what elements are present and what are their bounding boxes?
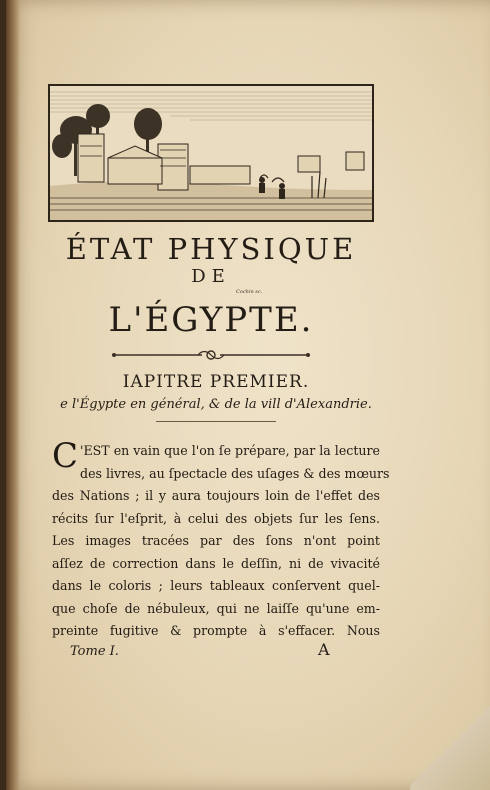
text-line: des livres, au ſpectacle des uſages & des mœurs [80,465,390,481]
text-line: preinte fugitive & prompte à s'effacer. Nous [52,623,380,638]
book-page [6,0,490,790]
text-line: aſſez de correction dans le deſſin, ni de vivacité [52,555,380,571]
chapter-heading: IAPITRE PREMIER. [122,372,310,392]
heading-rule [156,421,276,422]
title-line-1: ÉTAT PHYSIQUE [65,232,357,266]
book-gutter [6,0,20,790]
first-word-smallcaps: 'EST [80,443,110,458]
text-line-content: en vain que l'on ſe prépare, par la lecture [109,443,380,458]
title-line-2: DE [191,266,231,287]
folded-corner [410,700,490,790]
text-line: récits ſur l'eſprit, à celui des objets ſur les ſens. [52,510,380,526]
drop-cap: C [52,436,79,476]
chapter-subtitle: e l'Égypte en général, & de la vill d'Alexandrie. [60,397,372,412]
text-line: que choſe de nébuleux, qui ne laiſſe qu'une em- [52,600,380,616]
text-line: dans le coloris ; leurs tableaux conſervent quel- [52,578,380,593]
volume-number: Tome I. [70,644,119,659]
ornament-divider [110,346,312,364]
body-paragraph [52,436,390,643]
landscape-engraving [50,86,372,220]
text-line: Les images tracées par des ſons n'ont point [52,533,380,548]
engraver-signature: Cochin sc. [236,289,263,295]
signature-mark: A [318,640,330,659]
text-line [52,440,380,463]
text-line: des Nations ; il y aura toujours loin de l'effet des [52,488,380,503]
title-line-3: L'ÉGYPTE. [108,300,314,340]
